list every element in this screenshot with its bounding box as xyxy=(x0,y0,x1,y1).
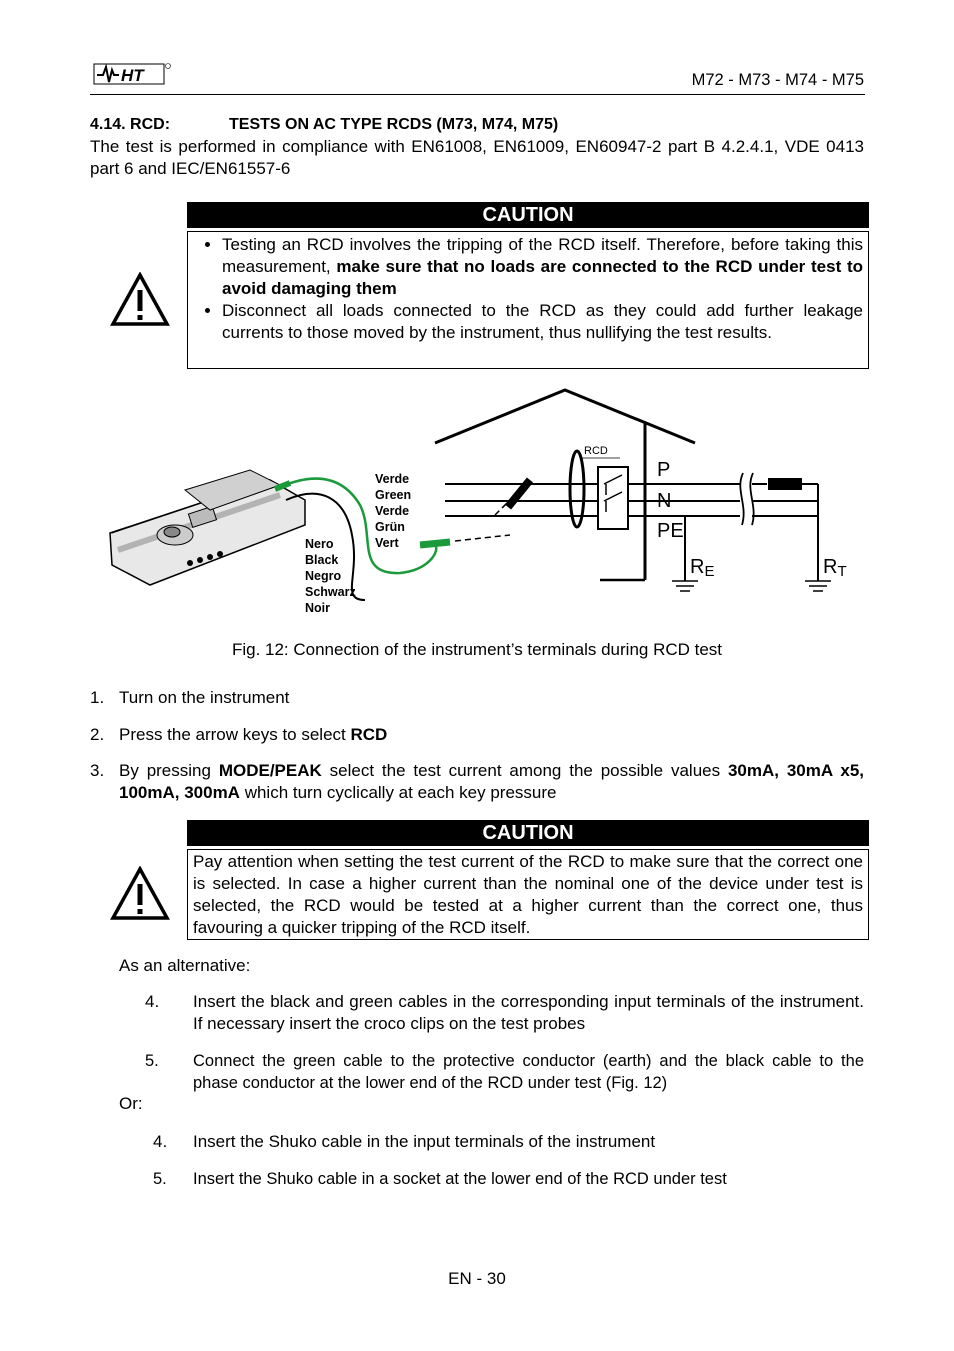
alternative-label: As an alternative: xyxy=(119,956,251,975)
caution-heading: CAUTION xyxy=(187,202,869,228)
caution-box xyxy=(187,231,869,369)
caution-item: • Disconnect all loads connected to the RCD as they could add further leakage currents to those moved by the instrument, thus nullifying the test results. xyxy=(222,300,863,344)
or-label: Or: xyxy=(119,1094,143,1113)
alt-step-5: 5. Connect the green cable to the protective conductor (earth) and the black cable to the phase conductor at the lower end of the RCD under test (Fig. 12) xyxy=(145,1052,864,1092)
alt-b-step-4: 4. Insert the Shuko cable in the input terminals of the instrument xyxy=(153,1132,656,1151)
black-label: Nero xyxy=(305,537,334,551)
figure-caption: Fig. 12: Connection of the instrument’s terminals during RCD test xyxy=(231,640,723,659)
p-label: P xyxy=(657,459,671,481)
logo-text: HT xyxy=(121,66,144,85)
green-label: Verde xyxy=(375,504,410,518)
rt-label: RT xyxy=(823,556,847,580)
green-croc-clip xyxy=(420,542,450,545)
house-roof xyxy=(435,390,695,443)
section-title: TESTS ON AC TYPE RCDS (M73, M74, M75) xyxy=(229,116,559,133)
page-number: EN - 30 xyxy=(448,1269,506,1288)
green-label: Vert xyxy=(375,536,399,550)
black-label: Noir xyxy=(305,601,330,615)
n-label: N xyxy=(657,490,672,512)
section-intro: The test is performed in compliance with EN61008, EN61009, EN60947-2 part B 4.2.4.1, VDE 0413 part 6 and IEC/EN61557-6 xyxy=(90,137,864,178)
rcd-box xyxy=(598,467,628,529)
re-label: RE xyxy=(690,556,715,580)
caution-box: Pay attention when setting the test current of the RCD to make sure that the correct one is selected. In case a higher current than the nominal one of the device under test is selected, the RCD would be tested at a higher current than the correct one, thus favouring a quicker tripping of the RCD itself. xyxy=(187,849,869,940)
warning-triangle-icon xyxy=(110,272,170,327)
green-label: Green xyxy=(375,488,412,502)
caution-heading: CAUTION xyxy=(187,820,869,846)
step-3: 3. By pressing MODE/PEAK select the test current among the possible values 30mA, 30mA x5, 100mA, 300mA which turn cyclically at each key pressure xyxy=(90,761,865,802)
header-rule xyxy=(90,94,865,95)
header-models: M72 - M73 - M74 - M75 xyxy=(691,71,864,89)
warning-triangle-icon xyxy=(110,866,170,921)
black-label: Schwarz xyxy=(305,585,356,599)
load-resistor xyxy=(768,478,802,490)
rcd-label: RCD xyxy=(584,445,608,457)
section-number: 4.14. RCD: xyxy=(90,116,171,133)
rcd-connection-diagram xyxy=(90,385,864,615)
ht-logo xyxy=(93,61,173,87)
step-1: 1. Turn on the instrument xyxy=(90,688,290,707)
alt-b-step-5: 5. Insert the Shuko cable in a socket at the lower end of the RCD under test xyxy=(153,1170,727,1188)
black-label: Black xyxy=(305,553,339,567)
section-heading xyxy=(90,116,559,134)
green-label: Grün xyxy=(375,520,405,534)
alt-step-4: 4. Insert the black and green cables in the corresponding input terminals of the instrument. If necessary insert the croco clips on the test probes xyxy=(145,992,864,1033)
green-label: Verde xyxy=(375,472,410,486)
caution-item: • Testing an RCD involves the tripping of the RCD itself. Therefore, before taking this measurement, make sure that no loads are connected to the RCD under test to avoid damaging them xyxy=(222,234,863,300)
step-2: 2. Press the arrow keys to select RCD xyxy=(90,725,388,744)
pe-label: PE xyxy=(657,520,684,542)
black-label: Negro xyxy=(305,569,342,583)
